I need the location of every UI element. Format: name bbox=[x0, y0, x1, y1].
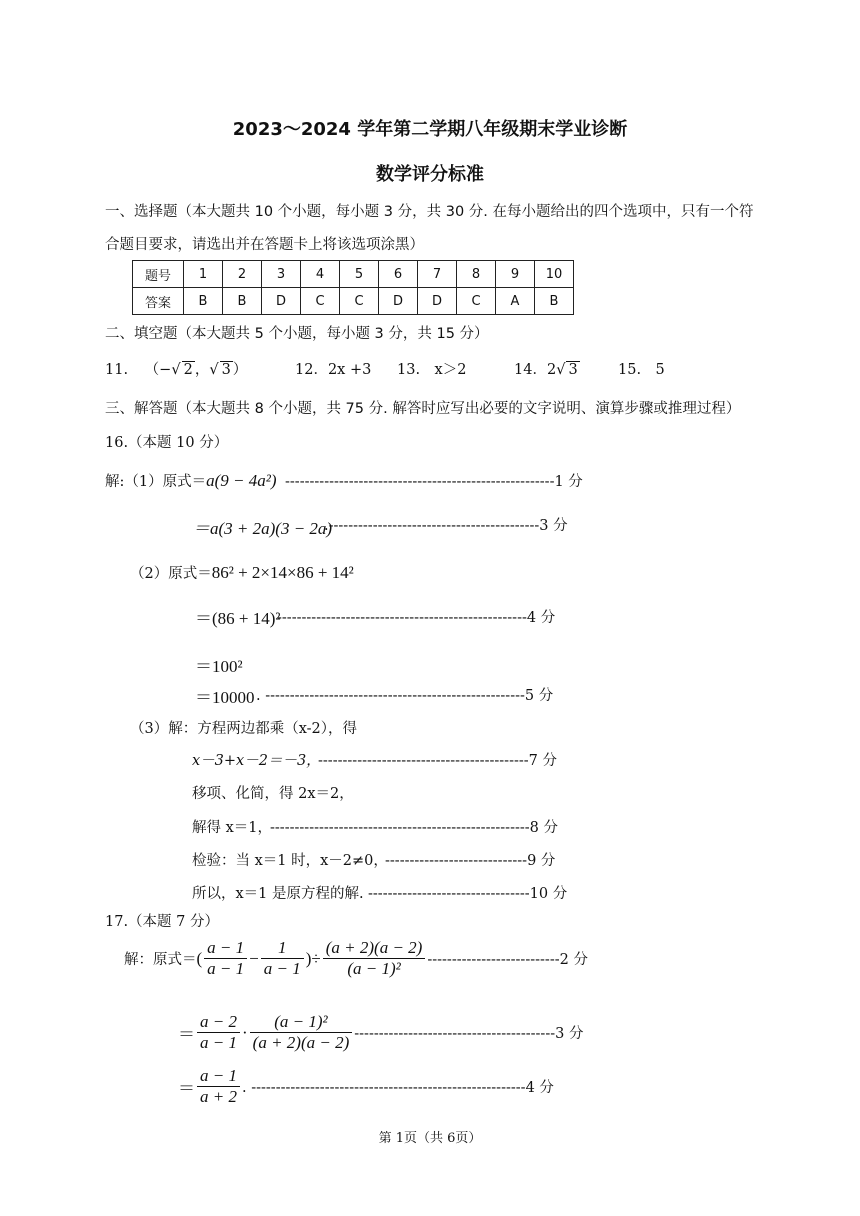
table-cell-answer: C bbox=[457, 288, 496, 315]
section3-heading: 三、解答题（本大题共 8 个小题，共 75 分. 解答时应写出必要的文字说明、演算步骤或推理过程） bbox=[105, 401, 741, 417]
operator: · bbox=[241, 1022, 248, 1042]
fraction bbox=[197, 1066, 240, 1107]
table-row bbox=[133, 288, 574, 315]
score-mark: -------------------------------------------------------1 分 bbox=[285, 474, 583, 490]
table-cell-answer: B bbox=[223, 288, 262, 315]
numerator: a − 1 bbox=[204, 938, 247, 959]
score-mark: -----------------------------9 分 bbox=[385, 853, 556, 869]
operator: ＝ bbox=[178, 1025, 195, 1044]
section1-line2: 合题目要求，请选出并在答题卡上将该选项涂黑） bbox=[105, 237, 424, 253]
denominator: (a − 1)² bbox=[347, 959, 401, 978]
label: （2）原式＝ bbox=[130, 566, 212, 582]
fraction bbox=[250, 1012, 353, 1053]
math-expression: 86² + 2×14×86 + 14² bbox=[211, 563, 354, 582]
table-cell-answer: B bbox=[535, 288, 574, 315]
table-cell-number: 9 bbox=[496, 261, 535, 288]
q11-radicand-2: 3 bbox=[221, 362, 231, 378]
answer-q14 bbox=[514, 358, 580, 379]
solution-line: 检验：当 x＝1 时，x－2≠0， bbox=[192, 853, 388, 869]
table-cell-number: 4 bbox=[301, 261, 340, 288]
q16-step2 bbox=[130, 562, 354, 583]
table-cell-number: 7 bbox=[418, 261, 457, 288]
math-expression: ＝a(3 + 2a)(3 − 2a) bbox=[193, 519, 333, 538]
numerator: a − 2 bbox=[197, 1012, 240, 1033]
operator: )÷ bbox=[305, 948, 321, 968]
answer-table bbox=[132, 260, 574, 315]
math-expression: ＝10000 bbox=[195, 688, 255, 707]
table-cell-answer: D bbox=[418, 288, 457, 315]
q14-prefix: 14．2 bbox=[514, 362, 557, 378]
solution-line: 解得 x＝1， bbox=[192, 820, 273, 836]
table-row bbox=[133, 261, 574, 288]
table-answer-label: 答案 bbox=[133, 288, 184, 315]
math-expression: a(9 − 4a²) bbox=[206, 471, 277, 490]
q16-step1 bbox=[105, 470, 277, 491]
score-mark: -----------------------------------------------------8 分 bbox=[270, 820, 559, 836]
q17-step3 bbox=[178, 1066, 554, 1107]
q11-radicand-1: 2 bbox=[183, 362, 193, 378]
score-mark: . -----------------------------------------------------5 分 bbox=[256, 688, 554, 704]
page-subtitle: 数学评分标准 bbox=[376, 164, 484, 185]
q11-open: （− bbox=[144, 362, 172, 378]
section2-heading: 二、填空题（本大题共 5 个小题，每小题 3 分，共 15 分） bbox=[105, 326, 489, 342]
table-cell-answer: C bbox=[301, 288, 340, 315]
q16-heading: 16.（本题 10 分） bbox=[105, 435, 229, 451]
q11-comma: ， bbox=[194, 362, 210, 378]
q14-radicand: 3 bbox=[568, 362, 578, 378]
table-cell-number: 2 bbox=[223, 261, 262, 288]
section1-line1: 一、选择题（本大题共 10 个小题，每小题 3 分，共 30 分. 在每小题给出的四个选项中，只有一个符 bbox=[105, 204, 754, 220]
q11-number: 11. bbox=[105, 362, 129, 378]
fraction bbox=[204, 938, 247, 979]
table-cell-number: 6 bbox=[379, 261, 418, 288]
operator: − bbox=[249, 948, 259, 968]
sqrt-sign: √ bbox=[209, 362, 219, 378]
operator: ＝ bbox=[178, 1079, 195, 1098]
table-cell-number: 10 bbox=[535, 261, 574, 288]
sqrt-sign: √ bbox=[171, 362, 181, 378]
math-expression: ＝(86 + 14)² bbox=[195, 609, 281, 628]
sqrt-sign: √ bbox=[556, 362, 566, 378]
score-mark: -----------------------------------------3 分 bbox=[354, 1026, 584, 1042]
q11-close: ） bbox=[232, 362, 248, 378]
page-title: 2023～2024 学年第二学期八年级期末学业诊断 bbox=[232, 119, 628, 140]
score-mark: .-------------------------------------------3 分 bbox=[324, 518, 568, 534]
score-mark: -------------------------------------------7 分 bbox=[318, 753, 558, 769]
denominator: a + 2 bbox=[200, 1087, 237, 1106]
denominator: (a + 2)(a − 2) bbox=[252, 1033, 350, 1052]
table-cell-number: 1 bbox=[184, 261, 223, 288]
answer-q15: 15. 5 bbox=[618, 362, 665, 378]
fraction bbox=[323, 938, 426, 979]
table-cell-answer: B bbox=[184, 288, 223, 315]
denominator: a − 1 bbox=[207, 959, 245, 978]
numerator: 1 bbox=[261, 938, 304, 959]
denominator: a − 1 bbox=[263, 959, 301, 978]
fraction bbox=[261, 938, 304, 979]
score-mark: ---------------------------------10 分 bbox=[368, 886, 568, 902]
solution-line: 所以，x＝1 是原方程的解. bbox=[192, 886, 364, 902]
score-mark: ---------------------------------------------------4 分 bbox=[277, 610, 556, 626]
table-header-label: 题号 bbox=[133, 261, 184, 288]
numerator: a − 1 bbox=[197, 1066, 240, 1087]
label: 解:（1）原式＝ bbox=[105, 474, 207, 490]
numerator: (a + 2)(a − 2) bbox=[323, 938, 426, 959]
fraction bbox=[197, 1012, 240, 1053]
q17-heading: 17.（本题 7 分） bbox=[105, 914, 220, 930]
table-cell-answer: D bbox=[379, 288, 418, 315]
score-mark: ---------------------------2 分 bbox=[427, 952, 588, 968]
math-expression: ＝100² bbox=[195, 657, 243, 676]
table-cell-answer: A bbox=[496, 288, 535, 315]
label: 解：原式＝ bbox=[124, 952, 197, 968]
q16-step3: （3）解：方程两边都乘（x-2），得 bbox=[130, 721, 358, 737]
denominator: a − 1 bbox=[200, 1033, 237, 1052]
table-cell-answer: C bbox=[340, 288, 379, 315]
q17-step2 bbox=[178, 1012, 583, 1053]
table-cell-number: 3 bbox=[262, 261, 301, 288]
paren: ( bbox=[196, 948, 203, 968]
table-cell-answer: D bbox=[262, 288, 301, 315]
q17-step1 bbox=[124, 938, 588, 979]
solution-line: 移项、化简，得 2x＝2， bbox=[192, 786, 354, 802]
table-cell-number: 8 bbox=[457, 261, 496, 288]
score-mark: . --------------------------------------------------------4 分 bbox=[241, 1080, 554, 1096]
page-number: 第 1页（共 6页） bbox=[378, 1131, 482, 1146]
answer-q12: 12．2x +3 bbox=[295, 362, 372, 378]
answer-q11 bbox=[105, 358, 247, 379]
table-cell-number: 5 bbox=[340, 261, 379, 288]
answer-q13: 13. x＞2 bbox=[397, 362, 467, 378]
math-expression: x－3+x－2＝－3， bbox=[192, 753, 321, 769]
numerator: (a − 1)² bbox=[250, 1012, 353, 1033]
